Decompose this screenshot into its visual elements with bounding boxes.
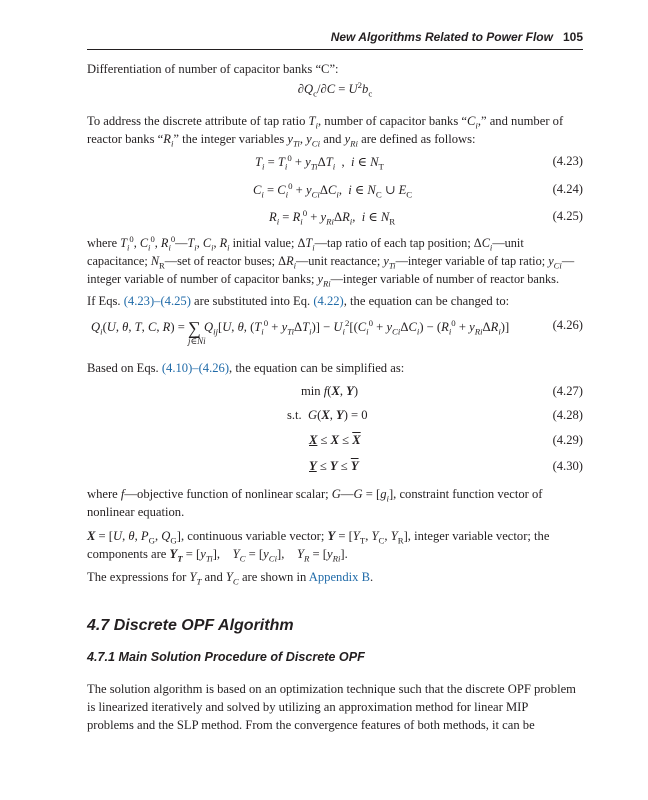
paragraph-simplified	[87, 359, 583, 377]
text: , the equation can be simplified as:	[229, 361, 405, 375]
text: are defined as follows:	[358, 132, 476, 146]
equation-4-25-body: $R_i = R_i^0 + y_{Ri}\Delta R_i$, i ∈ $N_R$	[269, 207, 396, 227]
running-title: New Algorithms Related to Power Flow	[330, 30, 553, 44]
text: where	[87, 487, 121, 501]
text: —integer variable of tap ratio;	[395, 254, 549, 268]
equation-number: (4.25)	[552, 209, 583, 223]
equation-4-25	[87, 207, 583, 229]
equation-4-23	[87, 152, 583, 174]
equation-number: (4.28)	[552, 408, 583, 422]
equation-4-27-body: min f(X, Y)	[301, 384, 359, 398]
equation-derivative	[87, 80, 583, 102]
text: capacitance;	[87, 254, 151, 268]
equation-4-27	[87, 382, 583, 404]
text: min	[301, 384, 321, 398]
paragraph-substitution	[87, 292, 583, 310]
text: where	[87, 236, 121, 250]
text: initial value; Δ	[229, 236, 306, 250]
header-rule	[87, 49, 583, 50]
equation-number: (4.26)	[552, 318, 583, 332]
paragraph-appendix: The expressions for $Y_T$ and $Y_C$ are shown in Appendix B.	[87, 570, 374, 587]
equation-4-23-body: $T_i = T_i^0 + y_{Ti}\Delta T_i$ , i ∈ $N_T$	[255, 152, 384, 172]
running-header	[87, 30, 583, 50]
equation-4-24-body: $C_i = C_i^0 + y_{Ci}\Delta C_i$, i ∈ $N_C$ ∪ $E_C$	[253, 180, 413, 200]
equation-4-30-body: $Y \le Y \le \overline{Y}$	[309, 459, 359, 473]
text: continuous variable vector;	[187, 529, 328, 543]
link-appendix-b[interactable]: Appendix B	[308, 570, 370, 584]
subsection-heading: 4.7.1 Main Solution Procedure of Discrete OPF	[87, 650, 365, 664]
text: , the equation can be changed to:	[343, 294, 510, 308]
text: The expressions for	[87, 570, 190, 584]
paragraph-where-objective: where f—objective function of nonlinear scalar; G—G = $[g_i]$, constraint function vector of nonlinear equation.	[87, 487, 543, 519]
text: integer variable vector; the	[414, 529, 550, 543]
text: integer variable of number of capacitor banks;	[87, 272, 318, 286]
text: s.t.	[287, 408, 302, 422]
text: are shown in	[238, 570, 309, 584]
equation-number: (4.23)	[552, 154, 583, 168]
link-eq-4-23-4-25[interactable]: (4.23)–(4.25)	[123, 294, 191, 308]
text: ” the integer variables	[173, 132, 288, 146]
equation-4-26-body: $Q_i(U$, θ, T, C, R) = ∑ j∈Ni $Q_{ij}[U$, θ, $(T_i^0 + y_{Ti}\Delta T_i)] - U_i^2[(C_i^0 + y_{Ci}\Delta C_i) - (R_i^0 + y_{Ri}\Delta R_i)]$	[91, 317, 510, 346]
paragraph-differentiation: Differentiation of number of capacitor banks “C”:	[87, 62, 339, 76]
equation-number: (4.29)	[552, 433, 583, 447]
link-eq-4-10-4-26[interactable]: (4.10)–(4.26)	[161, 361, 230, 375]
text: —unit	[492, 236, 524, 250]
text: is linearized iteratively and solved by utilizing an approximation method for linear MIP	[87, 700, 529, 714]
text: .	[369, 570, 374, 584]
text: components are	[87, 547, 170, 561]
text: —unit reactance;	[295, 254, 384, 268]
text: and	[320, 132, 345, 146]
text: are substituted into Eq.	[190, 294, 314, 308]
equation-4-26	[87, 316, 583, 350]
link-eq-4-22[interactable]: (4.22)	[313, 294, 344, 308]
text: Based on Eqs.	[87, 361, 162, 375]
equation-4-24	[87, 180, 583, 202]
text: constraint function vector of	[399, 487, 543, 501]
text: reactor banks “	[87, 132, 164, 146]
equation-4-29-body: $X \le X \le \overline{X}$	[309, 433, 361, 447]
text: and	[201, 570, 226, 584]
text: —	[340, 487, 354, 501]
equation-4-28-body: s.t. G(X, Y) = 0	[287, 408, 368, 422]
text: —integer variable of number of reactor banks.	[330, 272, 560, 286]
paragraph-where-definitions: where $T_i^0$, $C_i^0$, $R_i^0—T_i$, $C_i$, $R_i$ initial value; $\Delta T_i—tap$ ratio of each tap position; $\Delta C_i—unit$ capacitance; $N_R—set$ of reactor buses; $\Delta R_i—unit$ reactance; $y_{Ti}—integer$ variable of tap ratio; $y_{Ci}—$ integer variable of number of capacitor banks; $y_{Ri}—integer$ variable of number of reactor banks.	[87, 233, 575, 289]
text: —objective function of nonlinear scalar;	[124, 487, 332, 501]
equation-4-28	[87, 406, 583, 428]
equation-derivative-body: $\partial Q_c/\partial C = U^2b_c$	[297, 79, 373, 99]
paragraph-discrete-attribute: To address the discrete attribute of tap ratio $T_i$, number of capacitor banks “$C_i$,” and number of reactor banks “$R_i$” the integer variables $y_{Ti}$, $y_{Ci}$ and $y_{Ri}$ are defined as follows:	[87, 114, 564, 149]
text: problems and the SLP method. From the convergence features of both methods, it can be	[87, 718, 535, 732]
text: —	[561, 254, 575, 268]
text: —tap ratio of each tap position; Δ	[314, 236, 482, 250]
equation-number: (4.27)	[552, 384, 583, 398]
text: The solution algorithm is based on an optimization technique such that the discrete OPF problem	[87, 682, 576, 696]
text: If Eqs.	[87, 294, 124, 308]
page-number: 105	[562, 30, 583, 44]
text: , number of capacitor banks “	[318, 114, 467, 128]
text: ,” and number of	[477, 114, 564, 128]
equation-number: (4.24)	[552, 182, 583, 196]
text: —set of reactor buses; Δ	[164, 254, 287, 268]
paragraph-variable-vectors: X = [U, θ, $P_G$, $Q_G$], continuous variable vector; $Y = [Y_T$, $Y_C$, $Y_R$], integer variable vector; the components are $Y_T = [y_{Ti}]$, $Y_C = [y_{Ci}]$, $Y_R = [y_{Ri}]$.	[87, 529, 550, 564]
equation-4-29	[87, 431, 583, 453]
text: To address the discrete attribute of tap ratio	[87, 114, 309, 128]
section-heading: 4.7 Discrete OPF Algorithm	[87, 617, 294, 634]
equation-number: (4.30)	[552, 459, 583, 473]
text: nonlinear equation.	[87, 505, 185, 519]
paragraph-solution-algorithm	[87, 680, 583, 734]
equation-4-30	[87, 457, 583, 479]
